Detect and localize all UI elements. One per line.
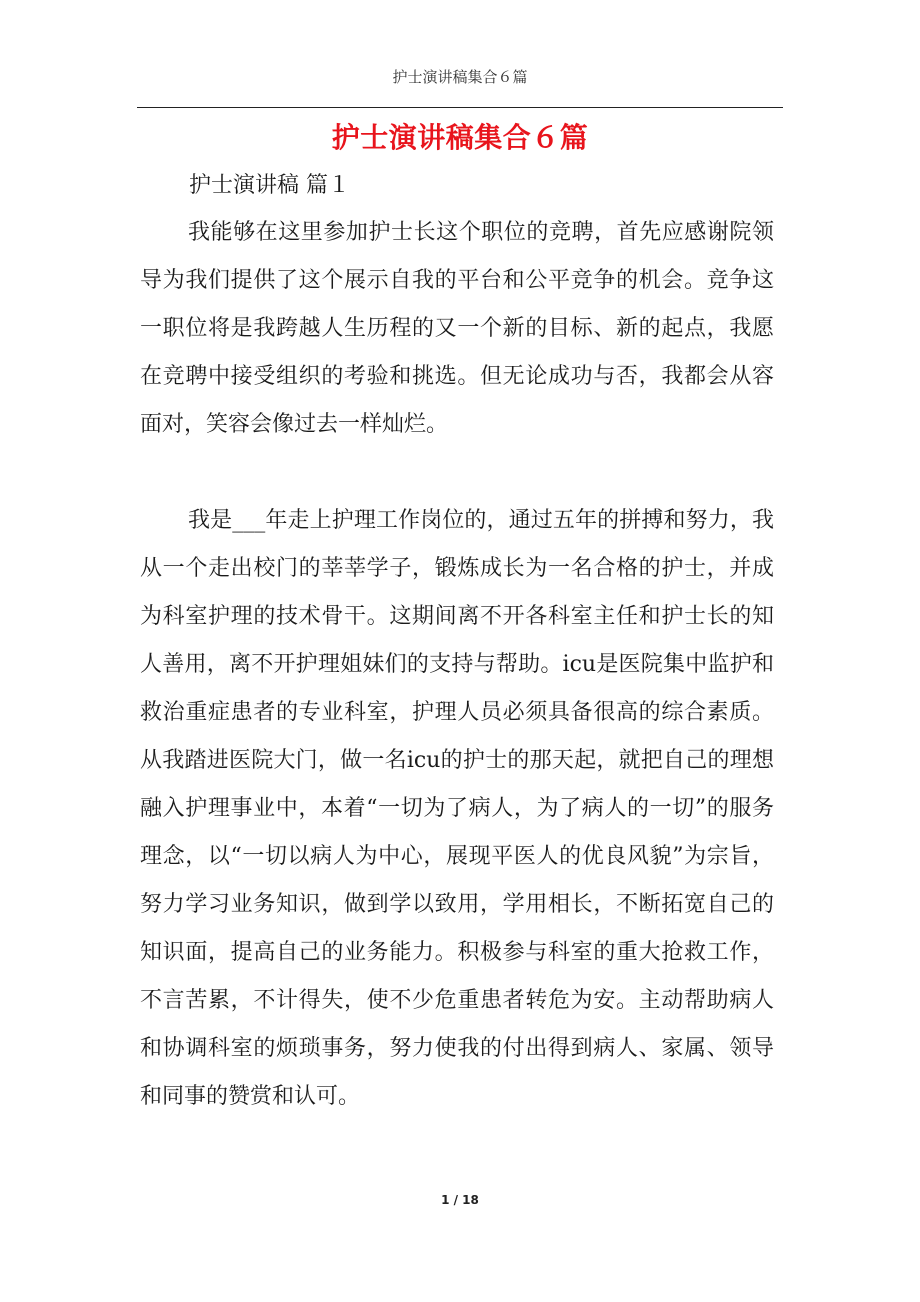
page-number: 1 / 18	[441, 1193, 479, 1207]
header-divider	[137, 107, 783, 108]
body-paragraph: 我能够在这里参加护士长这个职位的竞聘，首先应感谢院领导为我们提供了这个展示自我的平台和公平竞争的机会。竞争这一职位将是我跨越人生历程的又一个新的目标、新的起点，我愿在竞聘中接受组织的考验和挑选。但无论成功与否，我都会从容面对，笑容会像过去一样灿烂。	[140, 220, 774, 437]
body-paragraph-2-container	[140, 497, 774, 1121]
body-paragraph: 我是___年走上护理工作岗位的，通过五年的拼搏和努力，我从一个走出校门的莘莘学子，锻炼成长为一名合格的护士，并成为科室护理的技术骨干。这期间离不开各科室主任和护士长的知人善用，离不开护理姐妹们的支持与帮助。icu是医院集中监护和救治重症患者的专业科室，护理人员必须具备很高的综合素质。从我踏进医院大门，做一名icu的护士的那天起，就把自己的理想融入护理事业中，本着“一切为了病人，为了病人的一切”的服务理念，以“一切以病人为中心，展现平医人的优良风貌”为宗旨，努力学习业务知识，做到学以致用，学用相长，不断拓宽自己的知识面，提高自己的业务能力。积极参与科室的重大抢救工作，不言苦累，不计得失，使不少危重患者转危为安。主动帮助病人和协调科室的烦琐事务，努力使我的付出得到病人、家属、领导和同事的赞赏和认可。	[140, 508, 774, 1109]
document-title: 护士演讲稿集合６篇	[331, 121, 589, 154]
body-paragraph-1-container	[140, 209, 774, 449]
section-heading: 护士演讲稿 篇１	[189, 173, 350, 198]
running-header: 护士演讲稿集合６篇	[392, 68, 528, 86]
